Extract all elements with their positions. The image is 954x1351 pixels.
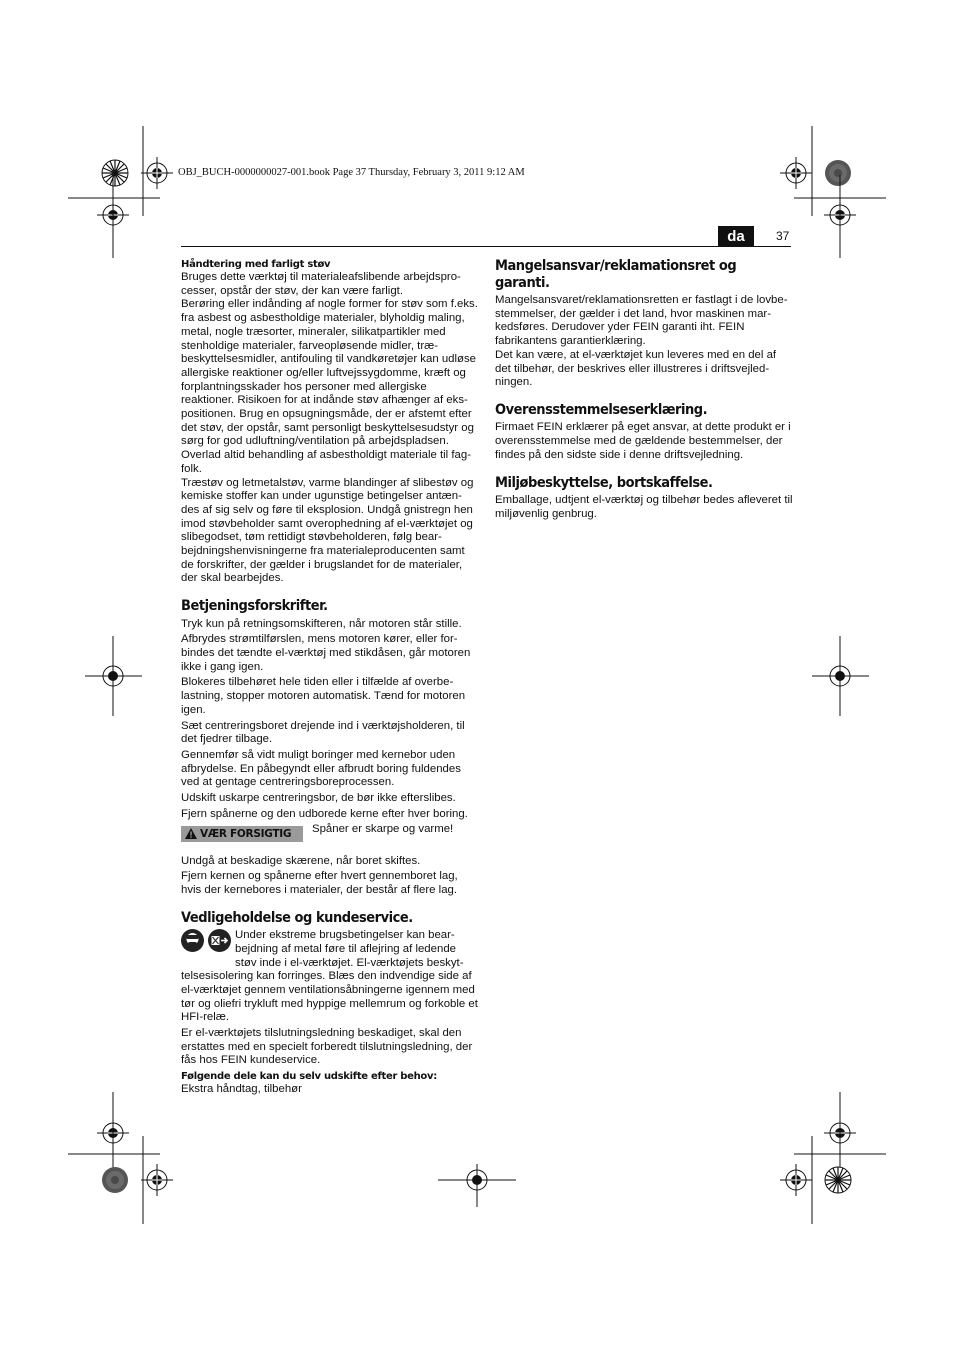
compressed-air-icon: [208, 929, 231, 952]
registration-cross-mark: [141, 1164, 173, 1196]
dust-paragraph: Berøring eller indånding af nogle former for støv som f.eks. fra asbest og asbestholdige materialer, blyholdig maling, metal, nogle træsorter, mineraler, silikatpartikler med stenholdige materialer, farveopløsende midler, træ-beskyttelsesmidler, antifouling til vandkøretøjer kan udløse allergiske reaktioner og/eller luftvejssygdomme, kræft og forplantningsskader hos personer med allergiske reaktioner. Risikoen for at indånde støv afhænger af eks-positionen. Brug en opsugningsmåde, der er afstemt efter det støv, der opstår, samt personligt beskyttelsesudstyr og sørg for god udluftning/ventilation på arbejdspladsen. Overlad altid behandling af asbestholdigt materiale til fag-folk.: [181, 298, 478, 475]
header-rule: [181, 246, 791, 247]
maintenance-paragraph: Er el-værktøjets tilslutningsledning beskadiget, skal den erstattes med en specielt forberedt tilslutningsledning, der fås hos FEIN kundeservice.: [181, 1027, 473, 1067]
warning-triangle-icon: [185, 828, 197, 839]
maintenance-paragraph: Under ekstreme brugsbetingelser kan bear-bejdning af metal føre til aflejring af ledende støv inde i el-værktøjet. El-værktøjets beskyt-telsesisolering kan forringes. Blæs den indvendige side af el-værktøjet gennem ventilationsåbningerne igennem med tør og oliefri trykluft med hyppige mellemrum og forkoble et HFI-relæ.: [181, 929, 478, 1024]
warranty-heading: Mangelsansvar/reklamationsret og garanti.: [495, 258, 737, 291]
dust-paragraph: Træstøv og letmetalstøv, varme blandinger af slibestøv og kemiske stoffer kan under ugunstige betingelser antæn-des af sig selv og føre til eksplosion. Undgå gnistregn hen imod støvbeholder samt overophedning af el-værktøjet og slibegodset, tøm rettidigt støvbeholderen, følg bear-bejdningshenvisningerne fra materialeproducenten samt de forskrifter, der gælder i brugslandet for de materialer, der skal bearbejdes.: [181, 476, 474, 585]
caution-label: VÆR FORSIGTIG: [200, 827, 292, 840]
ops-paragraph: Blokeres tilbehøret hele tiden eller i tilfælde af overbe-lastning, stopper motoren automatisk. Tænd for motoren igen.: [181, 676, 466, 716]
maintenance-heading: Vedligeholdelse og kundeservice.: [181, 909, 413, 926]
right-column: [495, 258, 793, 521]
page-number: 37: [776, 229, 790, 243]
environment-paragraph: Emballage, udtjent el-værktøj og tilbehør bedes afleveret til miljøvenlig genbrug.: [495, 494, 793, 520]
dust-paragraph: Bruges dette værktøj til materialeafslibende arbejdspro-cesser, opstår der støv, der kan være farligt.: [181, 271, 461, 297]
environment-heading: Miljøbeskyttelse, bortskaffelse.: [495, 474, 713, 491]
ops-paragraph: Udskift uskarpe centreringsbor, de bør ikke efterslibes.: [181, 792, 456, 805]
ppe-icons: [181, 929, 233, 959]
registration-cross-mark: [141, 157, 173, 189]
ops-paragraph: Fjern kernen og spånerne efter hvert gennemboret lag, hvis der kernebores i materialer, der består af flere lag.: [181, 870, 458, 896]
ops-paragraph: Tryk kun på retningsomskifteren, når motoren står stille.: [181, 617, 462, 630]
warranty-paragraph: Mangelsansvaret/reklamationsretten er fastlagt i de lovbe-stemmelser, der gælder i det land, hvor maskinen mar-kedsføres. Derudover yder FEIN garanti iht. FEIN fabrikantens garantierklæring.: [495, 294, 788, 348]
operating-instructions-heading: Betjeningsforskrifter.: [181, 598, 328, 615]
registration-cross-mark: [780, 1164, 812, 1196]
registration-star-mark: [825, 1167, 851, 1193]
registration-grey-mark: [825, 160, 851, 186]
caution-text: Spåner er skarpe og varme!: [312, 822, 454, 835]
registration-grey-mark: [102, 1167, 128, 1193]
left-column: [181, 258, 479, 1097]
registration-cross-mark: [780, 157, 812, 189]
warranty-paragraph: Det kan være, at el-værktøjet kun leveres med en del af det tilbehør, der beskrives eller illustreres i driftsvejled-ningen.: [495, 348, 777, 389]
caution-badge: [181, 826, 303, 842]
ops-paragraph: Gennemfør så vidt muligt boringer med kernebor uden afbrydelse. En påbegyndt eller afbrudt boring fuldendes ved at gentage centreringsboreprocessen.: [181, 749, 461, 789]
mask-and-goggles-icon: [181, 929, 204, 952]
ops-paragraph: Sæt centreringsboret drejende ind i værktøjsholderen, til det fjedrer tilbage.: [181, 719, 465, 746]
conformity-heading: Overensstemmelseserklæring.: [495, 401, 708, 418]
ops-paragraph: Fjern spånerne og den udborede kerne efter hver boring.: [181, 807, 468, 820]
language-badge: da: [718, 226, 754, 246]
caution-notice: [181, 823, 479, 853]
ops-paragraph: Afbrydes strømtilførslen, mens motoren kører, eller for-bindes det tændte el-værktøj med stikdåsen, går motoren ikke i gang igen.: [181, 633, 471, 673]
dust-heading: Håndtering med farligt støv: [181, 259, 331, 270]
replaceable-parts-heading: Følgende dele kan du selv udskifte efter behov:: [181, 1071, 437, 1083]
conformity-paragraph: Firmaet FEIN erklærer på eget ansvar, at dette produkt er i overensstemmelse med de gældende bestemmelser, der findes på den sidste side i denne driftsvejledning.: [495, 421, 791, 461]
book-info-header: OBJ_BUCH-0000000027-001.book Page 37 Thursday, February 3, 2011 9:12 AM: [178, 167, 525, 178]
ops-paragraph: Undgå at beskadige skærene, når boret skiftes.: [181, 854, 421, 867]
registration-star-mark: [102, 160, 128, 186]
replaceable-parts-text: Ekstra håndtag, tilbehør: [181, 1083, 302, 1096]
